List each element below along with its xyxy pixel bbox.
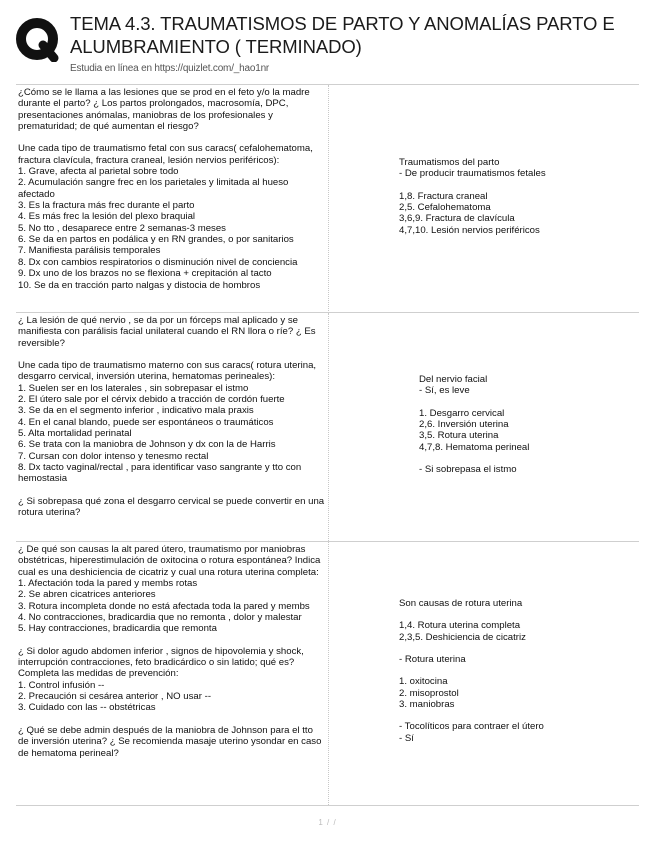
text-line: 4. No contracciones, bradicardia que no remonta , dolor y malestar — [18, 612, 302, 624]
column-divider — [328, 313, 329, 541]
text-line: 1,8. Fractura craneal — [399, 190, 488, 202]
text-line: 6. Se da en partos en podálica y en RN grandes, o por sanitarios — [18, 234, 294, 246]
text-line: 5. Hay contracciones, bradicardia que remonta — [18, 623, 217, 635]
text-line: 2. Precaución si cesárea anterior , NO usar -- — [18, 691, 212, 703]
line-gap — [18, 714, 326, 725]
page-number: 1 / / — [318, 818, 337, 827]
text-line: Une cada tipo de traumatismo materno con sus caracs( rotura uterina, desgarro cervical, inversión uterina, hematomas perineales): — [18, 360, 317, 383]
text-line: 4. Es más frec la lesión del plexo braquial — [18, 211, 196, 223]
line-gap — [399, 665, 655, 676]
line-gap — [399, 609, 655, 620]
row-answer — [419, 374, 655, 475]
text-line: 5. Alta mortalidad perinatal — [18, 428, 132, 440]
text-line: - De producir traumatismos fetales — [399, 168, 546, 180]
text-line: - Rotura uterina — [399, 654, 466, 666]
column-divider — [328, 542, 329, 805]
text-line: ¿Cómo se le llama a las lesiones que se prod en el feto y/o la madre durante el parto? ¿ Los partos prolongados, macrosomía, DPC, presentaciones anómalas, maniobras de los profesionales y prematuridad; de qué aumentan el riesgo? — [18, 87, 310, 133]
text-line: 5. No tto , desaparece entre 2 semanas-3 meses — [18, 222, 226, 234]
text-line: 2,5. Cefalohematoma — [399, 202, 491, 214]
text-line: 3,5. Rotura uterina — [419, 430, 499, 442]
text-line: 8. Dx con cambios respiratorios o disminución nivel de conciencia — [18, 256, 298, 268]
document-title: TEMA 4.3. TRAUMATISMOS DE PARTO Y ANOMALÍAS PARTO E ALUMBRAMIENTO ( TERMINADO) — [70, 13, 615, 57]
column-divider — [328, 85, 329, 311]
text-line: 7. Manifiesta parálisis temporales — [18, 245, 161, 257]
text-line: 3. Se da en el segmento inferior , indicativo mala praxis — [18, 405, 254, 417]
text-line: ¿ La lesión de qué nervio , se da por un fórceps mal aplicado y se manifiesta con parálisis facial unilateral cuando el RN llora o ríe? ¿ Es reversible? — [18, 315, 316, 349]
text-line: 3. Rotura incompleta donde no está afectada toda la pared y membs — [18, 600, 310, 612]
text-line: 2. misoprostol — [399, 687, 459, 699]
line-gap — [419, 453, 655, 464]
text-line: 1. Afectación toda la pared y membs rotas — [18, 578, 198, 590]
text-line: 3. Es la fractura más frec durante el parto — [18, 200, 195, 212]
text-line: 3,6,9. Fractura de clavícula — [399, 213, 515, 225]
text-line: Del nervio facial — [419, 374, 488, 385]
text-line: - Si sobrepasa el istmo — [419, 464, 517, 476]
text-line: 9. Dx uno de los brazos no se flexiona + crepitación al tacto — [18, 268, 272, 280]
flashcard-row — [16, 541, 639, 805]
text-line: 1. oxitocina — [399, 676, 448, 688]
text-line: 4. En el canal blando, puede ser espontáneos o traumáticos — [18, 416, 274, 428]
text-line: 2,3,5. Deshiciencia de cicatriz — [399, 631, 526, 643]
bottom-rule — [16, 805, 639, 806]
text-line: ¿ Si dolor agudo abdomen inferior , signos de hipovolemia y shock, interrupción contracciones, feto bradicárdico o sin latido; qué es? Completa las medidas de prevención: — [18, 645, 304, 680]
line-gap — [18, 635, 326, 646]
line-gap — [399, 710, 655, 721]
text-line: 2. Acumulación sangre frec en los parietales y limitada al hueso afectado — [18, 177, 289, 200]
quizlet-logo-icon — [16, 18, 60, 62]
text-line: 4,7,10. Lesión nervios periféricos — [399, 224, 540, 236]
text-line: 10. Se da en tracción parto nalgas y distocia de hombros — [18, 279, 261, 291]
text-line: 1. Control infusión -- — [18, 679, 105, 691]
text-line: 3. maniobras — [399, 699, 455, 711]
line-gap — [419, 397, 655, 408]
text-line: 1. Desgarro cervical — [419, 407, 505, 419]
text-line: ¿ Si sobrepasa qué zona el desgarro cervical se puede convertir en una rotura uterina? — [18, 495, 325, 519]
text-line: 1. Suelen ser en los laterales , sin sobrepasar el istmo — [18, 382, 249, 394]
study-link-subtitle: Estudia en línea en https://quizlet.com/_hao1nr — [70, 63, 270, 74]
text-line: Traumatismos del parto — [399, 157, 500, 168]
text-line: 2. El útero sale por el cérvix debido a tracción de cordón fuerte — [18, 394, 285, 406]
row-answer — [399, 598, 655, 744]
text-line: ¿ De qué son causas la alt pared útero, traumatismo por maniobras obstétricas, hiperestimulación de oxitocina o rotura espontánea? Indica cual es una deshiciencia de cicatriz y cual una rotura uterina completa: — [18, 544, 321, 578]
text-line: ¿ Qué se debe admin después de la maniobra de Johnson para el tto de inversión uterina? ¿ Se recomienda masaje uterino ysondar en caso de hematoma perineal? — [18, 724, 322, 759]
row-question — [18, 315, 326, 519]
line-gap — [399, 643, 655, 654]
text-line: 4,7,8. Hematoma perineal — [419, 441, 530, 453]
row-answer — [399, 157, 655, 236]
line-gap — [18, 132, 326, 143]
text-line: 8. Dx tacto vaginal/rectal , para identificar vaso sangrante y tto con hemostasia — [18, 462, 302, 485]
flashcard-row — [16, 312, 639, 541]
line-gap — [18, 485, 326, 496]
text-line: 1. Grave, afecta al parietal sobre todo — [18, 166, 179, 178]
line-gap — [399, 180, 655, 191]
text-line: Son causas de rotura uterina — [399, 598, 523, 609]
text-line: Une cada tipo de traumatismo fetal con sus caracs( cefalohematoma, fractura clavícula, fractura craneal, lesión nervios periféricos): — [18, 143, 313, 166]
text-line: 2,6. Inversión uterina — [419, 419, 509, 431]
text-line: 3. Cuidado con las -- obstétricas — [18, 702, 156, 714]
text-line: - Tocolíticos para contraer el útero — [399, 721, 544, 733]
text-line: 6. Se trata con la maniobra de Johnson y dx con la de Harris — [18, 439, 276, 451]
flashcard-row — [16, 84, 639, 311]
text-line: - Sí — [399, 732, 414, 744]
line-gap — [18, 349, 326, 360]
row-question — [18, 87, 326, 291]
text-line: 1,4. Rotura uterina completa — [399, 620, 521, 632]
text-line: 2. Se abren cicatrices anteriores — [18, 589, 156, 601]
row-question — [18, 544, 326, 759]
text-line: - Sí, es leve — [419, 385, 470, 397]
text-line: 7. Cursan con dolor intenso y tenesmo rectal — [18, 450, 209, 462]
